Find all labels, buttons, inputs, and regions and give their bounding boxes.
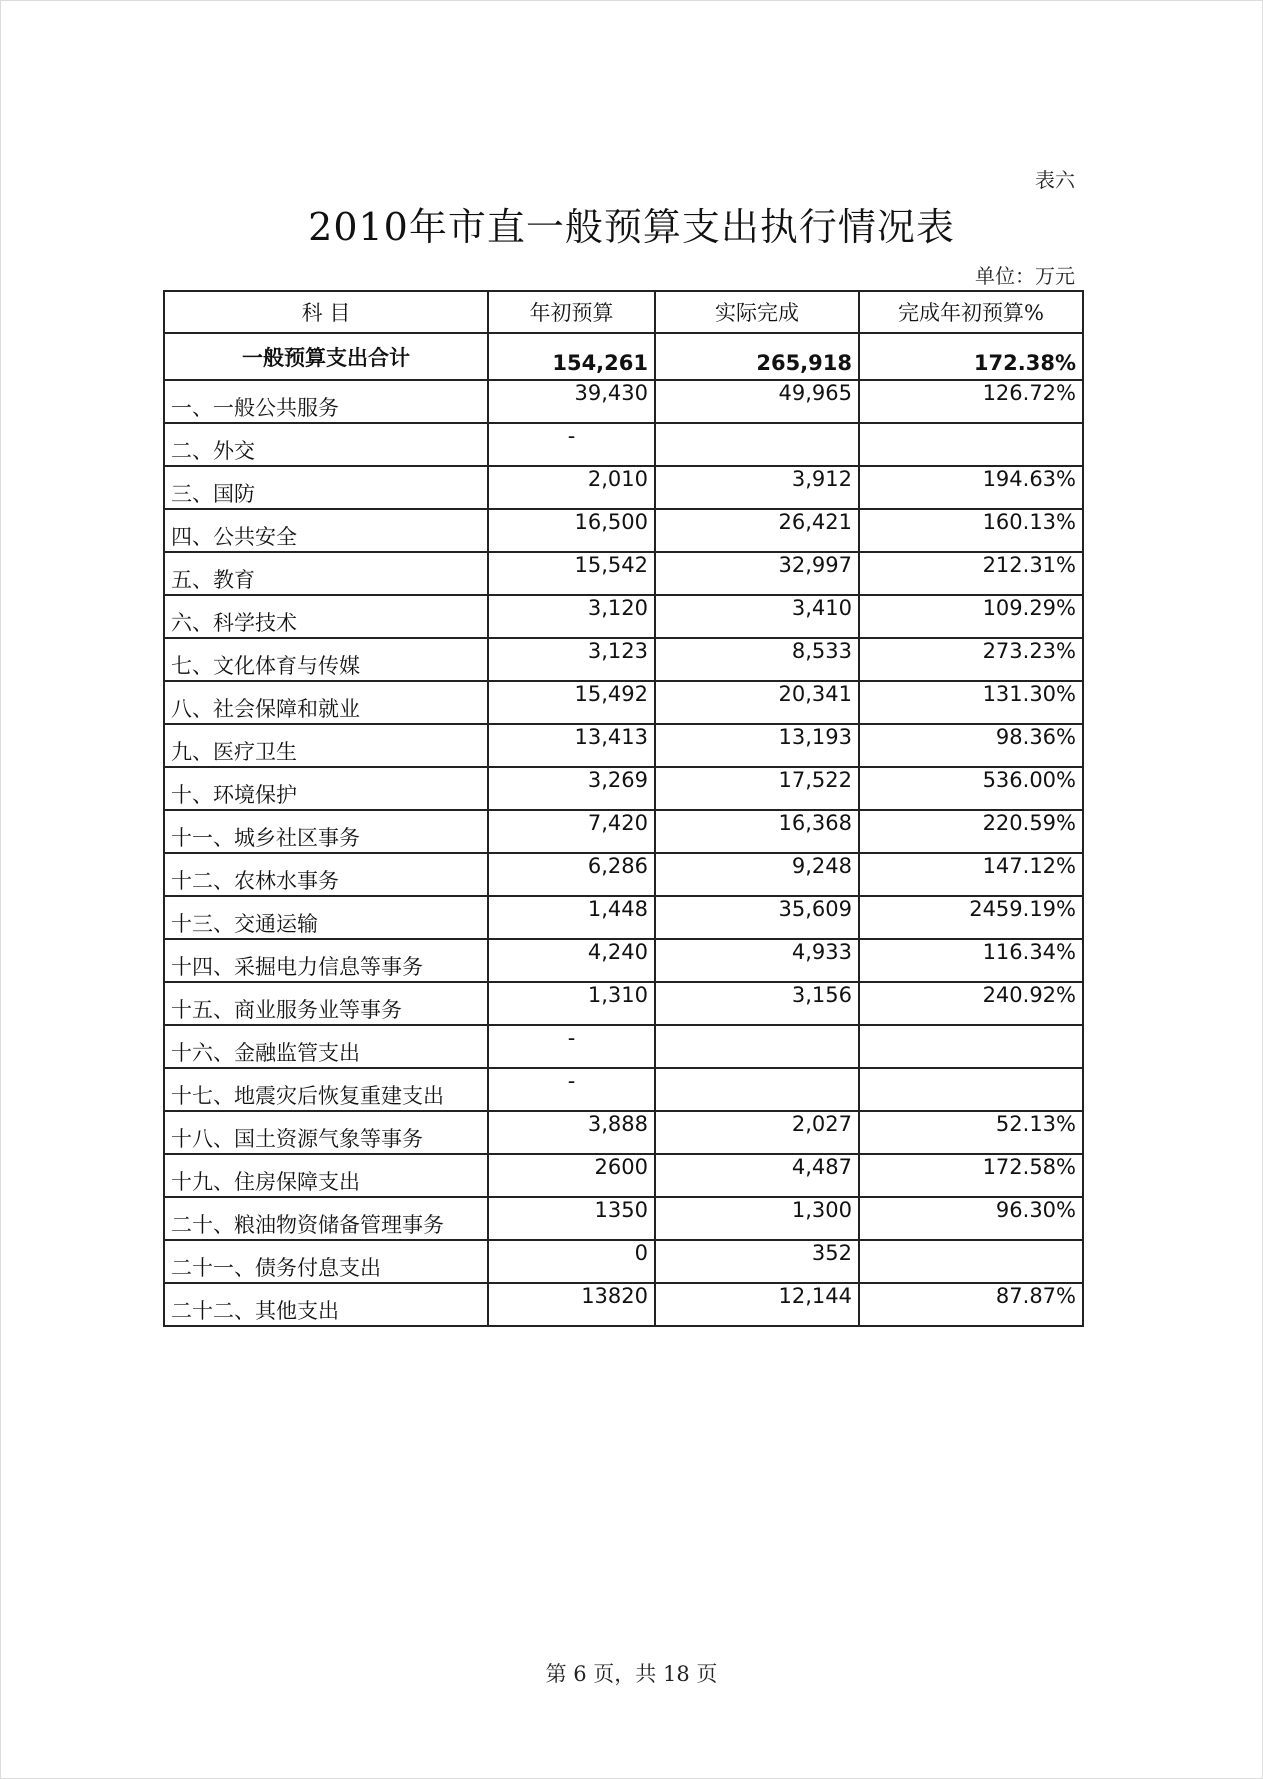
row-actual: 3,912 bbox=[655, 466, 859, 509]
row-budget: 1350 bbox=[488, 1197, 655, 1240]
row-budget: 3,120 bbox=[488, 595, 655, 638]
row-percent: 87.87% bbox=[859, 1283, 1083, 1326]
table-row bbox=[164, 939, 1083, 982]
row-subject: 十三、交通运输 bbox=[164, 896, 488, 939]
row-budget: 0 bbox=[488, 1240, 655, 1283]
row-percent: 52.13% bbox=[859, 1111, 1083, 1154]
row-budget: 7,420 bbox=[488, 810, 655, 853]
row-subject: 十一、城乡社区事务 bbox=[164, 810, 488, 853]
row-budget: 1,448 bbox=[488, 896, 655, 939]
table-row bbox=[164, 1025, 1083, 1068]
table-row bbox=[164, 810, 1083, 853]
table-header-row bbox=[164, 291, 1083, 333]
row-budget: 16,500 bbox=[488, 509, 655, 552]
total-subject: 一般预算支出合计 bbox=[164, 333, 488, 380]
row-subject: 三、国防 bbox=[164, 466, 488, 509]
row-percent: 96.30% bbox=[859, 1197, 1083, 1240]
row-actual: 4,487 bbox=[655, 1154, 859, 1197]
table-row bbox=[164, 767, 1083, 810]
table-number: 表六 bbox=[1035, 168, 1075, 192]
row-percent: 98.36% bbox=[859, 724, 1083, 767]
table-row bbox=[164, 638, 1083, 681]
column-header-percent: 完成年初预算% bbox=[859, 291, 1083, 333]
total-budget: 154,261 bbox=[488, 333, 655, 380]
row-percent: 2459.19% bbox=[859, 896, 1083, 939]
row-percent: 109.29% bbox=[859, 595, 1083, 638]
row-percent: 147.12% bbox=[859, 853, 1083, 896]
row-budget: 15,492 bbox=[488, 681, 655, 724]
budget-table bbox=[163, 290, 1084, 1327]
table-row bbox=[164, 1197, 1083, 1240]
row-subject: 二十、粮油物资储备管理事务 bbox=[164, 1197, 488, 1240]
row-budget: 3,888 bbox=[488, 1111, 655, 1154]
row-subject: 十八、国土资源气象等事务 bbox=[164, 1111, 488, 1154]
row-percent bbox=[859, 1025, 1083, 1068]
row-subject: 十七、地震灾后恢复重建支出 bbox=[164, 1068, 488, 1111]
row-subject: 十二、农林水事务 bbox=[164, 853, 488, 896]
row-subject: 九、医疗卫生 bbox=[164, 724, 488, 767]
row-actual: 3,156 bbox=[655, 982, 859, 1025]
row-actual bbox=[655, 1068, 859, 1111]
table-row bbox=[164, 423, 1083, 466]
row-subject: 五、教育 bbox=[164, 552, 488, 595]
row-actual: 13,193 bbox=[655, 724, 859, 767]
page-footer: 第 6 页，共 18 页 bbox=[545, 1662, 718, 1686]
row-actual: 16,368 bbox=[655, 810, 859, 853]
row-budget: 15,542 bbox=[488, 552, 655, 595]
row-budget: 13,413 bbox=[488, 724, 655, 767]
row-percent: 131.30% bbox=[859, 681, 1083, 724]
row-percent: 194.63% bbox=[859, 466, 1083, 509]
row-subject: 十、环境保护 bbox=[164, 767, 488, 810]
row-actual bbox=[655, 423, 859, 466]
row-budget: 6,286 bbox=[488, 853, 655, 896]
table-row bbox=[164, 724, 1083, 767]
row-subject: 二、外交 bbox=[164, 423, 488, 466]
row-budget: 2600 bbox=[488, 1154, 655, 1197]
row-actual: 35,609 bbox=[655, 896, 859, 939]
table-row bbox=[164, 1111, 1083, 1154]
row-percent: 160.13% bbox=[859, 509, 1083, 552]
row-budget: - bbox=[488, 1025, 655, 1068]
row-subject: 十四、采掘电力信息等事务 bbox=[164, 939, 488, 982]
table-row bbox=[164, 681, 1083, 724]
column-header-subject: 科 目 bbox=[164, 291, 488, 333]
row-percent: 240.92% bbox=[859, 982, 1083, 1025]
row-subject: 一、一般公共服务 bbox=[164, 380, 488, 423]
row-budget: 13820 bbox=[488, 1283, 655, 1326]
unit-label: 单位：万元 bbox=[975, 264, 1075, 288]
row-actual: 3,410 bbox=[655, 595, 859, 638]
table-row bbox=[164, 552, 1083, 595]
table-row bbox=[164, 982, 1083, 1025]
table-row bbox=[164, 853, 1083, 896]
row-percent: 273.23% bbox=[859, 638, 1083, 681]
row-subject: 八、社会保障和就业 bbox=[164, 681, 488, 724]
row-percent: 212.31% bbox=[859, 552, 1083, 595]
row-percent bbox=[859, 1068, 1083, 1111]
row-budget: 4,240 bbox=[488, 939, 655, 982]
row-budget: - bbox=[488, 1068, 655, 1111]
row-budget: 2,010 bbox=[488, 466, 655, 509]
column-header-actual: 实际完成 bbox=[655, 291, 859, 333]
row-actual: 352 bbox=[655, 1240, 859, 1283]
row-percent: 116.34% bbox=[859, 939, 1083, 982]
row-actual: 1,300 bbox=[655, 1197, 859, 1240]
row-budget: - bbox=[488, 423, 655, 466]
row-actual: 20,341 bbox=[655, 681, 859, 724]
row-subject: 二十二、其他支出 bbox=[164, 1283, 488, 1326]
table-body bbox=[164, 333, 1083, 1326]
table-row bbox=[164, 896, 1083, 939]
row-budget: 39,430 bbox=[488, 380, 655, 423]
row-actual: 49,965 bbox=[655, 380, 859, 423]
row-actual: 4,933 bbox=[655, 939, 859, 982]
table-row bbox=[164, 595, 1083, 638]
total-actual: 265,918 bbox=[655, 333, 859, 380]
row-budget: 3,123 bbox=[488, 638, 655, 681]
row-percent: 536.00% bbox=[859, 767, 1083, 810]
table-row bbox=[164, 1240, 1083, 1283]
table-row bbox=[164, 1154, 1083, 1197]
row-actual bbox=[655, 1025, 859, 1068]
column-header-budget: 年初预算 bbox=[488, 291, 655, 333]
table-row bbox=[164, 380, 1083, 423]
table-row bbox=[164, 509, 1083, 552]
row-budget: 1,310 bbox=[488, 982, 655, 1025]
row-percent bbox=[859, 1240, 1083, 1283]
row-actual: 26,421 bbox=[655, 509, 859, 552]
row-subject: 十六、金融监管支出 bbox=[164, 1025, 488, 1068]
row-actual: 2,027 bbox=[655, 1111, 859, 1154]
row-actual: 12,144 bbox=[655, 1283, 859, 1326]
row-budget: 3,269 bbox=[488, 767, 655, 810]
table-row bbox=[164, 1283, 1083, 1326]
total-percent: 172.38% bbox=[859, 333, 1083, 380]
table-row bbox=[164, 1068, 1083, 1111]
table-row bbox=[164, 466, 1083, 509]
row-percent bbox=[859, 423, 1083, 466]
row-actual: 32,997 bbox=[655, 552, 859, 595]
page-title: 2010年市直一般预算支出执行情况表 bbox=[308, 205, 955, 249]
row-subject: 六、科学技术 bbox=[164, 595, 488, 638]
row-subject: 二十一、债务付息支出 bbox=[164, 1240, 488, 1283]
row-subject: 十五、商业服务业等事务 bbox=[164, 982, 488, 1025]
row-actual: 8,533 bbox=[655, 638, 859, 681]
row-subject: 十九、住房保障支出 bbox=[164, 1154, 488, 1197]
row-percent: 126.72% bbox=[859, 380, 1083, 423]
total-row bbox=[164, 333, 1083, 380]
row-actual: 17,522 bbox=[655, 767, 859, 810]
row-percent: 220.59% bbox=[859, 810, 1083, 853]
row-subject: 七、文化体育与传媒 bbox=[164, 638, 488, 681]
row-actual: 9,248 bbox=[655, 853, 859, 896]
row-subject: 四、公共安全 bbox=[164, 509, 488, 552]
row-percent: 172.58% bbox=[859, 1154, 1083, 1197]
